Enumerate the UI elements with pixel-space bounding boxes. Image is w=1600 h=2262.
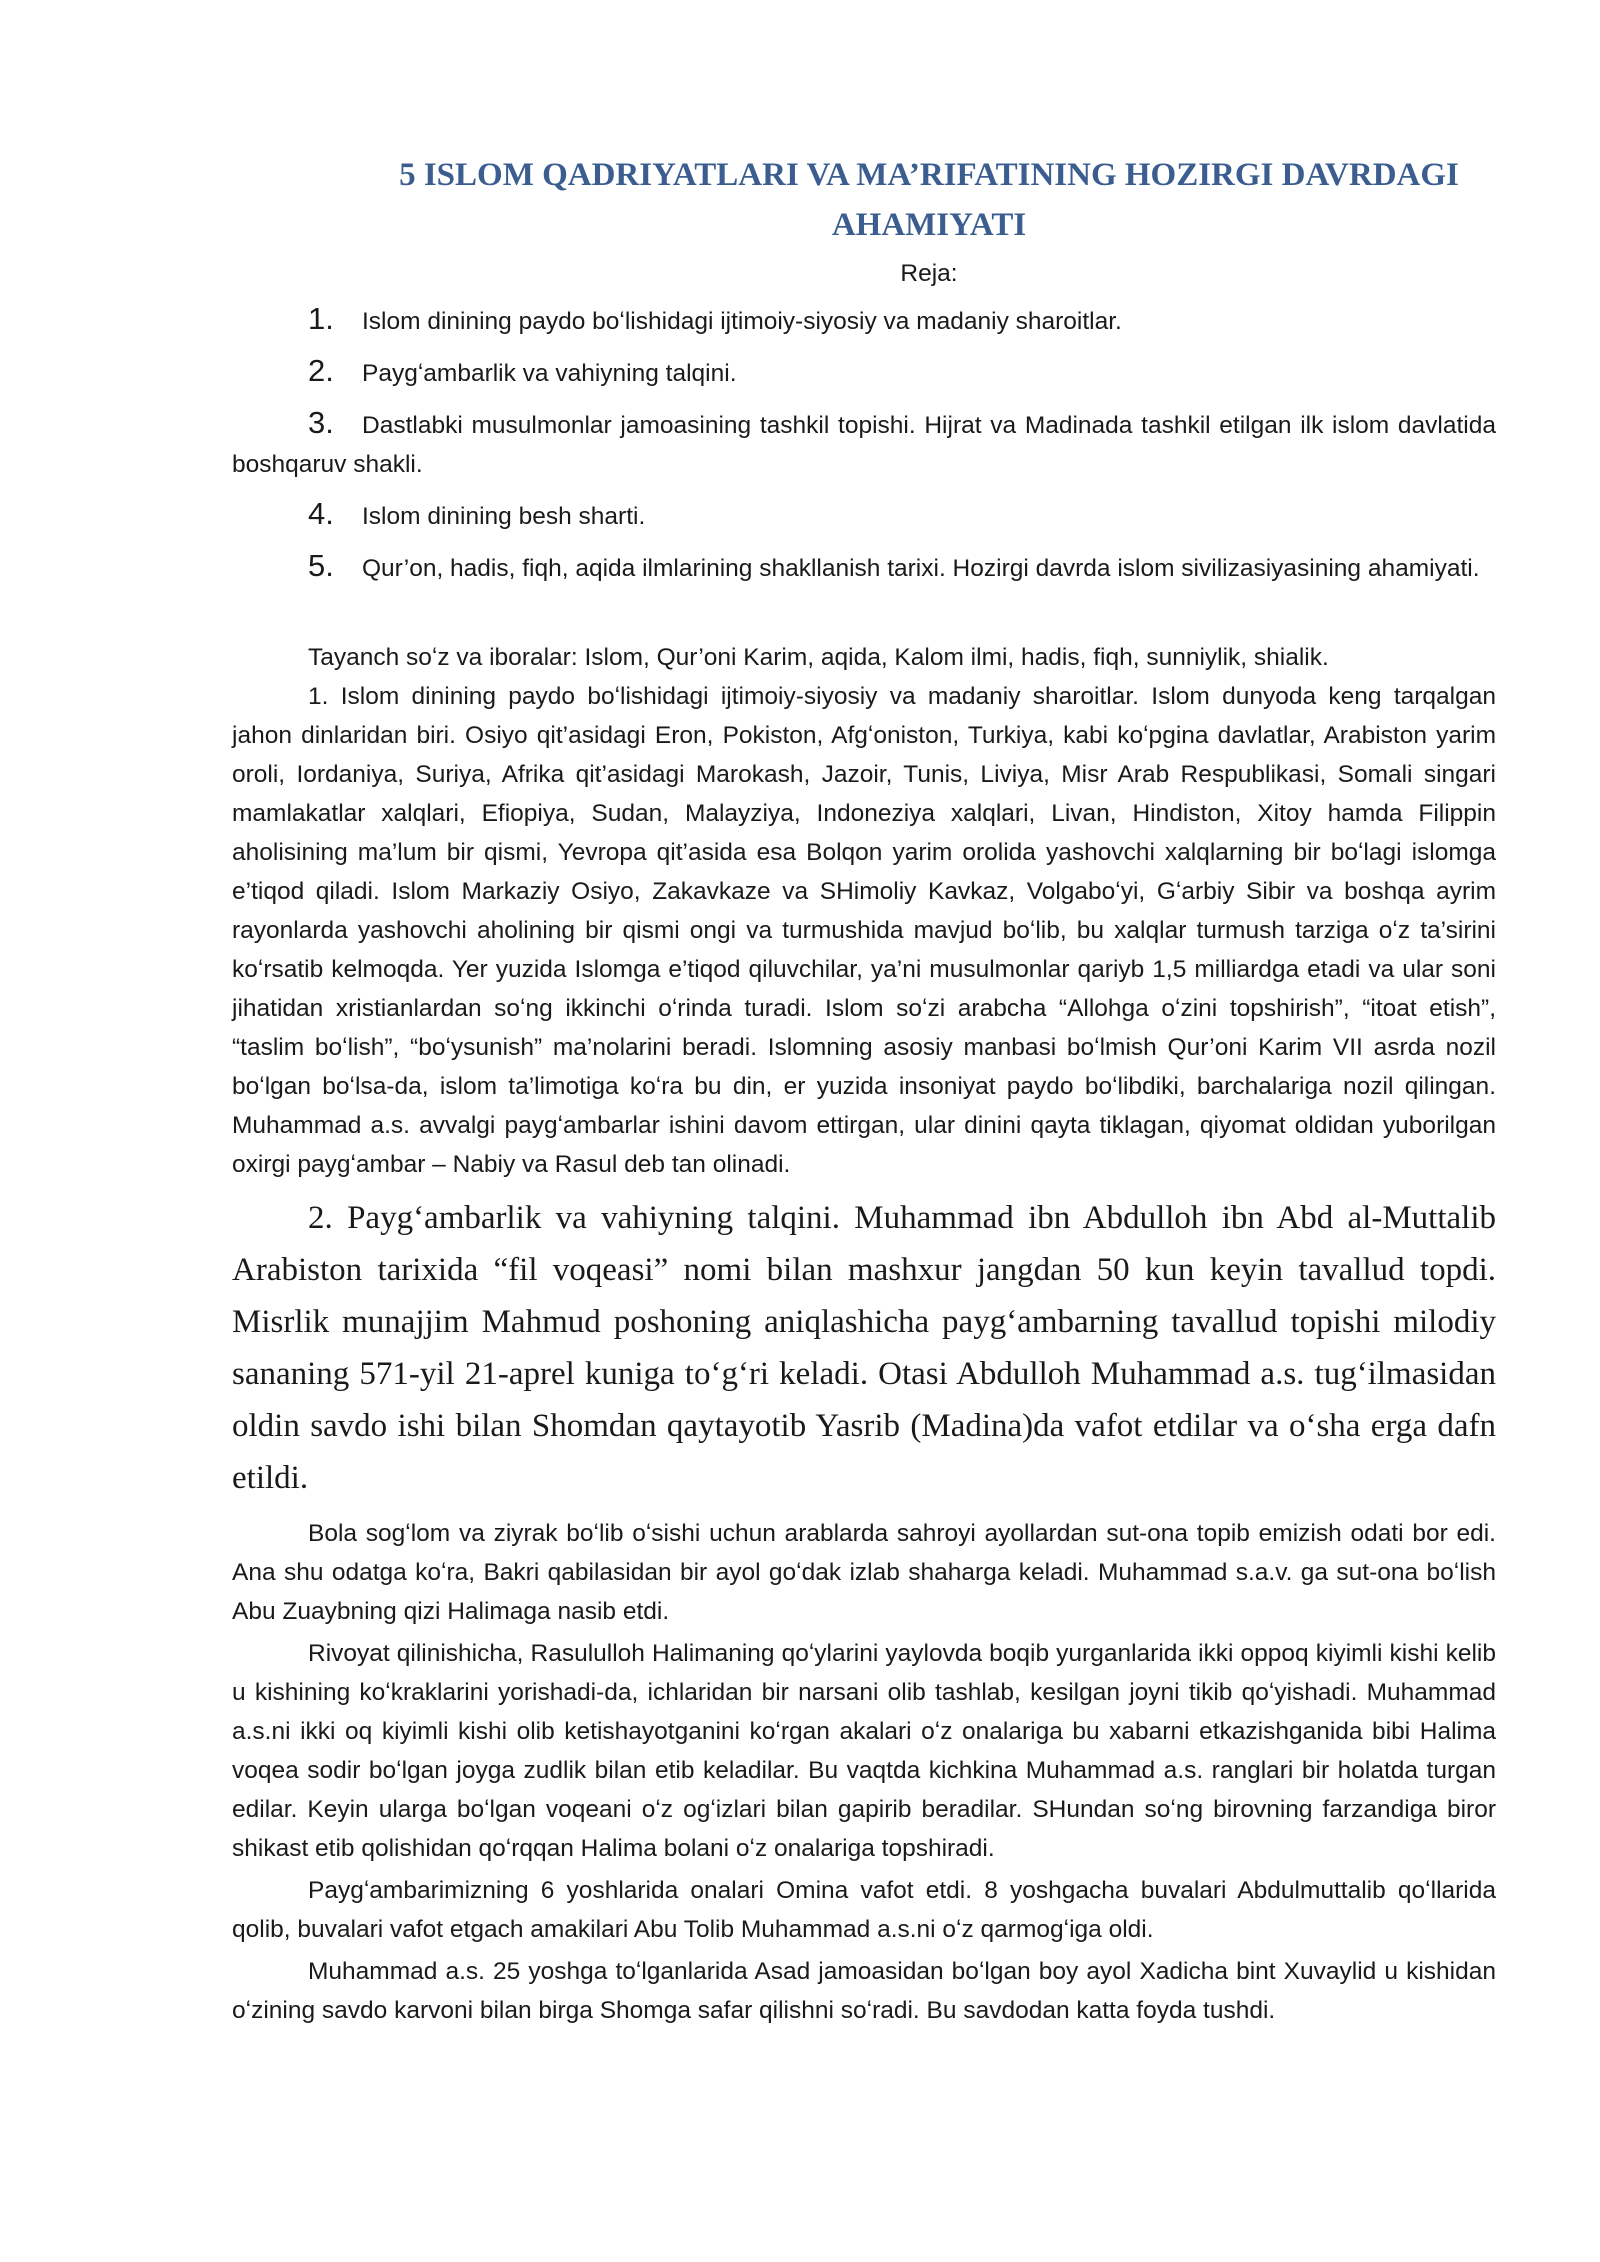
plan-item [232, 494, 1496, 536]
body-paragraph: Muhammad a.s. 25 yoshga toʻlganlarida Asad jamoasidan boʻlgan boy ayol Xadicha bint Xuvaylid u kishidan oʻzining savdo karvoni bilan birga Shomga safar qilishni soʻradi. Bu savdodan katta foyda tushdi. [232, 1958, 1496, 2024]
plan-item [232, 546, 1496, 588]
plan-item-text: Dastlabki musulmonlar jamoasining tashkil topishi. Hijrat va Madinada tashkil etilgan ilk islom davlatida boshqaruv shakli. [232, 412, 1496, 478]
body-paragraph: Bola sogʻlom va ziyrak boʻlib oʻsishi uchun arablarda sahroyi ayollardan sut-ona topib emizish odati bor edi. Ana shu odatga koʻra, Bakri qabilasidan bir ayol goʻdak izlab shaharga keladi. Muhammad s.a.v. ga sut-ona boʻlish Abu Zuaybning qizi Halimaga nasib etdi. [232, 1520, 1496, 1625]
body-paragraph: Rivoyat qilinishicha, Rasululloh Halimaning qoʻylarini yaylovda boqib yurganlarida ikki oppoq kiyimli kishi kelib u kishining koʻkraklarini yorishadi-da, ichlaridan bir narsani olib tashlab, kesilgan joyni tikib qoʻyishadi. Muhammad a.s.ni ikki oq kiyimli kishi olib ketishayotganini koʻrgan akalari oʻz onalariga bu xabarni etkazishganida bibi Halima voqea sodir boʻlgan joyga zudlik bilan etib keladilar. Bu vaqtda kichkina Muhammad a.s. ranglari bir holatda turgan edilar. Keyin ularga boʻlgan voqeani oʻz ogʻizlari bilan gapirib beradilar. SHundan soʻng birovning farzandiga biror shikast etib qolishidan qoʻrqqan Halima bolani oʻz onalariga topshiradi. [232, 1640, 1496, 1862]
plan-item [232, 299, 1496, 341]
document-title: 5 ISLOM QADRIYATLARI VA MA’RIFATINING HOZIRGI DAVRDAGI AHAMIYATI [399, 157, 1459, 243]
plan-item-number: 4. [308, 496, 334, 531]
plan-item [232, 351, 1496, 393]
body-paragraph: Paygʻambarimizning 6 yoshlarida onalari Omina vafot etdi. 8 yoshgacha buvalari Abdulmuttalib qoʻllarida qolib, buvalari vafot etgach amakilari Abu Tolib Muhammad a.s.ni oʻz qarmogʻiga oldi. [232, 1877, 1496, 1943]
section-2-paragraph: 2. Paygʻambarlik va vahiyning talqini. Muhammad ibn Abdulloh ibn Abd al-Muttalib Arabiston tarixida “fil voqeasi” nomi bilan mashxur jangdan 50 kun keyin tavallud topdi. Misrlik munajjim Mahmud poshoning aniqlashicha paygʻambarning tavallud topishi milodiy sananing 571-yil 21-aprel kuniga toʻgʻri keladi. Otasi Abdulloh Muhammad a.s. tugʻilmasidan oldin savdo ishi bilan Shomdan qaytayotib Yasrib (Madina)da vafot etdilar va oʻsha erga dafn etildi. [232, 1200, 1496, 1496]
plan-heading: Reja: [900, 260, 958, 287]
plan-item [232, 403, 1496, 484]
section-1-paragraph: 1. Islom dinining paydo boʻlishidagi ijtimoiy-siyosiy va madaniy sharoitlar. Islom dunyoda keng tarqalgan jahon dinlaridan biri. Osiyo qit’asidagi Eron, Pokiston, Afgʻoniston, Turkiya, kabi koʻpgina davlatlar, Arabiston yarim oroli, Iordaniya, Suriya, Afrika qit’asidagi Marokash, Jazoir, Tunis, Liviya, Misr Arab Respublikasi, Somali singari mamlakatlar xalqlari, Efiopiya, Sudan, Malayziya, Indoneziya xalqlari, Livan, Hindiston, Xitoy hamda Filippin aholisining ma’lum bir qismi, Yevropa qit’asida esa Bolqon yarim orolida yashovchi xalqlarning bir boʻlagi islomga e’tiqod qiladi. Islom Markaziy Osiyo, Zakavkaze va SHimoliy Kavkaz, Volgaboʻyi, Gʻarbiy Sibir va boshqa ayrim rayonlarda yashovchi aholining bir qismi ongi va turmushida mavjud boʻlib, bu xalqlar turmush tarziga oʻz ta’sirini koʻrsatib kelmoqda. Yer yuzida Islomga e’tiqod qiluvchilar, ya’ni musulmonlar qariyb 1,5 milliardga etadi va ular soni jihatidan xristianlardan soʻng ikkinchi oʻrinda turadi. Islom soʻzi arabcha “Allohga oʻzini topshirish”, “itoat etish”, “taslim boʻlish”, “boʻysunish” ma’nolarini beradi. Islomning asosiy manbasi boʻlmish Qur’oni Karim VII asrda nozil boʻlgan boʻlsa-da, islom ta’limotiga koʻra bu din, er yuzida insoniyat paydo boʻlibdiki, barchalariga nozil qilingan. Muhammad a.s. avvalgi paygʻambarlar ishini davom ettirgan, ular dinini qayta tiklagan, qiyomat oldidan yuborilgan oxirgi paygʻambar – Nabiy va Rasul deb tan olinadi. [232, 683, 1496, 1178]
keywords-paragraph: Tayanch soʻz va iboralar: Islom, Qur’oni Karim, aqida, Kalom ilmi, hadis, fiqh, sunniylik, shialik. [308, 644, 1329, 671]
plan-item-text: Qur’on, hadis, fiqh, aqida ilmlarining shakllanish tarixi. Hozirgi davrda islom sivilizasiyasining ahamiyati. [362, 555, 1480, 582]
plan-item-number: 1. [308, 301, 334, 336]
document-page [232, 150, 1496, 2030]
plan-item-number: 2. [308, 353, 334, 388]
plan-item-text: Paygʻambarlik va vahiyning talqini. [362, 360, 737, 387]
plan-item-text: Islom dinining besh sharti. [362, 503, 646, 530]
plan-item-number: 5. [308, 548, 334, 583]
plan-item-number: 3. [308, 405, 334, 440]
plan-list [232, 299, 1496, 588]
spacer [232, 598, 1496, 638]
plan-item-text: Islom dinining paydo boʻlishidagi ijtimoiy-siyosiy va madaniy sharoitlar. [362, 308, 1122, 335]
